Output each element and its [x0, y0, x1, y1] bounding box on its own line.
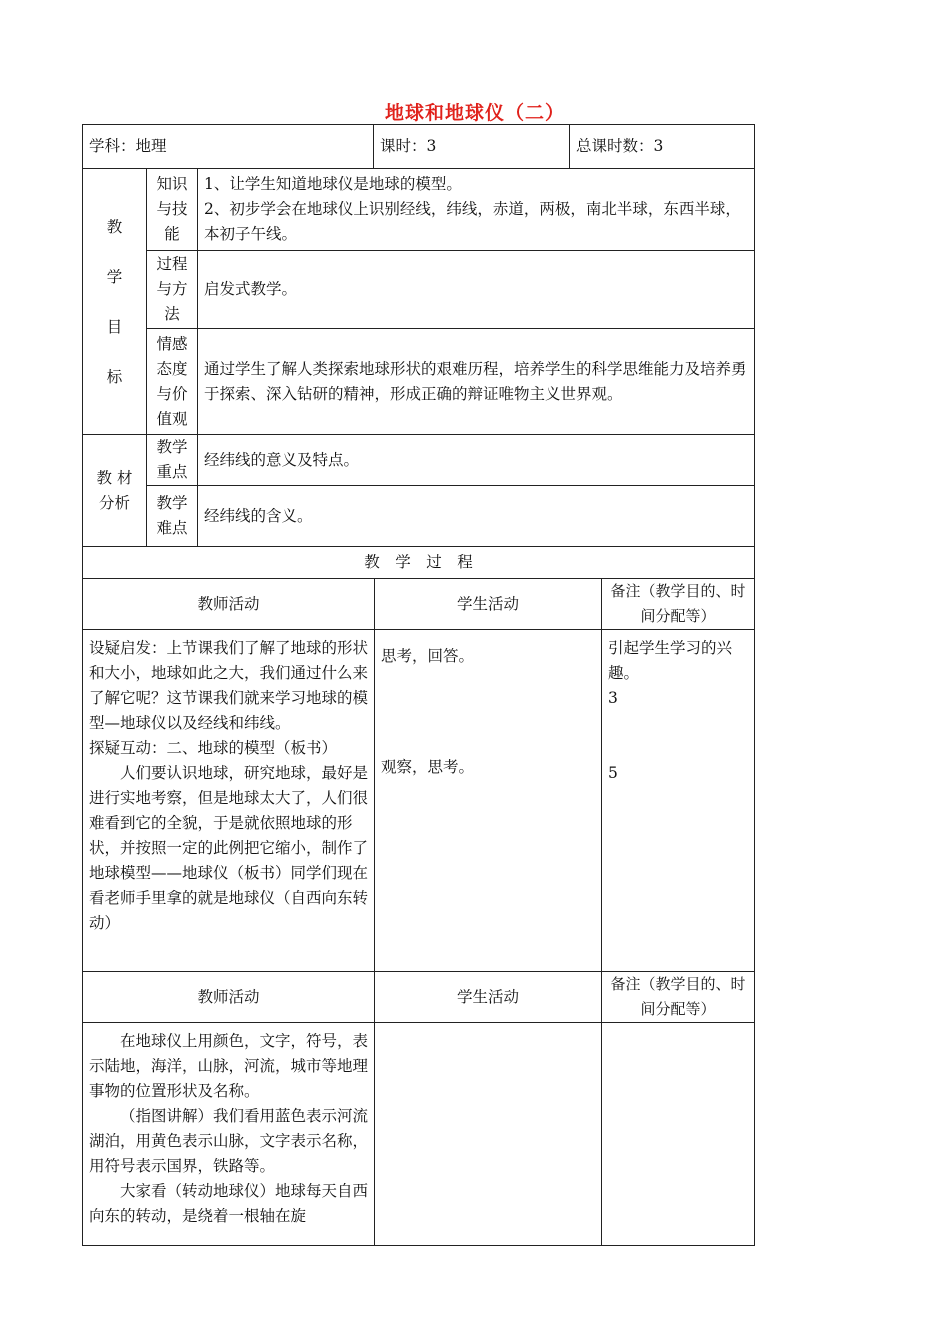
student-activity-header: 学生活动 [375, 579, 602, 630]
note-time-1: 3 [608, 689, 618, 707]
teacher-activity-header: 教师活动 [83, 972, 375, 1023]
objectives-label-char: 学 [106, 267, 123, 286]
student-activity-cell [375, 1023, 602, 1246]
total-periods-cell: 总课时数：3 [570, 125, 755, 169]
notes-cell [602, 1023, 755, 1246]
teacher-paragraph: 探疑互动：二、地球的模型（板书） [89, 739, 338, 757]
lesson-info-table [82, 124, 755, 579]
difficulty-label: 教学难点 [147, 486, 198, 547]
teacher-paragraph: 人们要认识地球，研究地球，最好是进行实地考察，但是地球太大了，人们很难看到它的全貌，于是就依照地球的形状，并按照一定的此例把它缩小，制作了地球模型——地球仪（板书）同学们现在看老师手里拿的就是地球仪（自西向东转动） [89, 764, 369, 932]
teacher-paragraph: 在地球仪上用颜色，文字，符号，表示陆地，海洋，山脉，河流，城市等地理事物的位置形状及名称。 [89, 1032, 369, 1100]
process-header: 教 学 过 程 [83, 547, 755, 579]
key-point-label: 教学重点 [147, 435, 198, 486]
teacher-activity-header: 教师活动 [83, 579, 375, 630]
objectives-label-char: 教 [106, 217, 123, 236]
teaching-process-table [82, 578, 755, 1246]
student-activity-1: 思考，回答。 [381, 647, 475, 665]
knowledge-line-1: 1、让学生知道地球仪是地球的模型。 [204, 175, 462, 193]
teacher-activity-cell [83, 1023, 375, 1246]
teacher-paragraph: （指图讲解）我们看用蓝色表示河流湖泊，用黄色表示山脉，文字表示名称，用符号表示国界，铁路等。 [89, 1107, 369, 1175]
subject-cell: 学科：地理 [83, 125, 374, 169]
material-label: 教 材分析 [83, 435, 147, 547]
student-activity-cell [375, 630, 602, 972]
emotion-label: 情感态度与价值观 [147, 329, 198, 435]
difficulty-content: 经纬线的含义。 [198, 486, 755, 547]
note-text: 引起学生学习的兴趣。 [608, 639, 733, 682]
process-label: 过程与方法 [147, 251, 198, 329]
student-activity-header: 学生活动 [375, 972, 602, 1023]
notes-header: 备注（教学目的、时间分配等） [602, 579, 755, 630]
notes-header: 备注（教学目的、时间分配等） [602, 972, 755, 1023]
note-time-2: 5 [608, 764, 618, 782]
objectives-label [83, 169, 147, 435]
student-activity-2: 观察，思考。 [381, 758, 475, 776]
notes-cell [602, 630, 755, 972]
knowledge-line-2: 2、初步学会在地球仪上识别经线，纬线，赤道，两极，南北半球，东西半球，本初子午线。 [204, 200, 741, 243]
period-cell: 课时：3 [374, 125, 570, 169]
knowledge-label: 知识与技能 [147, 169, 198, 251]
document-title: 地球和地球仪（二） [384, 102, 565, 124]
key-point-content: 经纬线的意义及特点。 [198, 435, 755, 486]
teacher-paragraph: 大家看（转动地球仪）地球每天自西向东的转动，是绕着一根轴在旋 [89, 1182, 369, 1225]
knowledge-content [198, 169, 755, 251]
process-content: 启发式教学。 [198, 251, 755, 329]
teacher-paragraph: 设疑启发：上节课我们了解了地球的形状和大小，地球如此之大，我们通过什么来了解它呢？这节课我们就来学习地球的模型—地球仪以及经线和纬线。 [89, 639, 369, 732]
objectives-label-char: 标 [106, 367, 123, 386]
emotion-content: 通过学生了解人类探索地球形状的艰难历程，培养学生的科学思维能力及培养勇于探索、深入钻研的精神，形成正确的辩证唯物主义世界观。 [198, 329, 755, 435]
objectives-label-char: 目 [106, 317, 123, 336]
teacher-activity-cell [83, 630, 375, 972]
